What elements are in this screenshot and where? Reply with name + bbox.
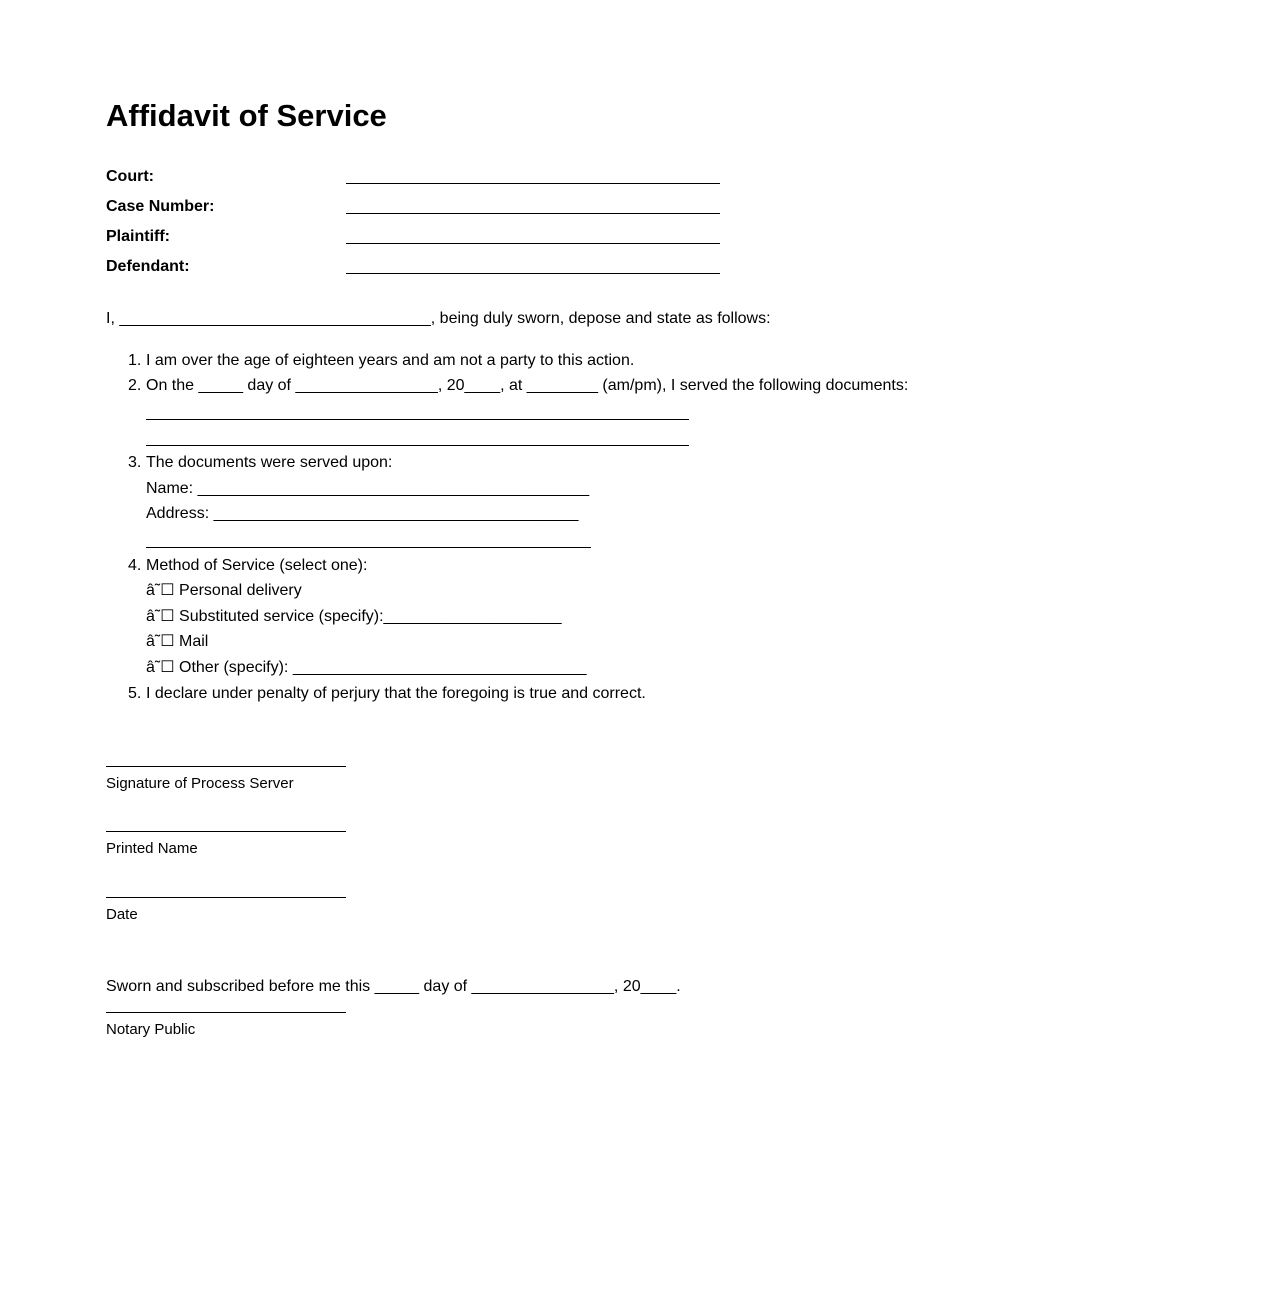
plaintiff-blank[interactable] bbox=[346, 243, 720, 244]
item-2-text: On the _____ day of ________________, 20____, at ________ (am/pm), I served the following documents: bbox=[146, 377, 909, 394]
notary-signature-line[interactable] bbox=[106, 1012, 346, 1013]
item-3-text: The documents were served upon: bbox=[146, 454, 393, 471]
court-blank[interactable] bbox=[346, 183, 720, 184]
notary-sworn-statement: Sworn and subscribed before me this _____ day of ________________, 20____. bbox=[106, 978, 681, 995]
item-4-text: Method of Service (select one): bbox=[146, 557, 368, 574]
item-2-number: 2. bbox=[128, 377, 142, 394]
served-name-line: Name: ____________________________________________ bbox=[146, 480, 590, 497]
printed-name-line[interactable] bbox=[106, 831, 346, 832]
date-line[interactable] bbox=[106, 897, 346, 898]
item-1-number: 1. bbox=[128, 352, 142, 369]
plaintiff-field bbox=[106, 226, 726, 248]
documents-blank-line-2[interactable] bbox=[146, 445, 689, 446]
process-server-signature-caption: Signature of Process Server bbox=[106, 775, 294, 792]
option-personal-delivery[interactable]: â˜☐ Personal delivery bbox=[146, 582, 302, 599]
defendant-blank[interactable] bbox=[346, 273, 720, 274]
plaintiff-label: Plaintiff: bbox=[106, 228, 170, 245]
option-substituted-service[interactable]: â˜☐ Substituted service (specify):____________________ bbox=[146, 608, 562, 625]
court-label: Court: bbox=[106, 168, 154, 185]
item-3-number: 3. bbox=[128, 454, 142, 471]
option-mail[interactable]: â˜☐ Mail bbox=[146, 633, 209, 650]
printed-name-caption: Printed Name bbox=[106, 840, 198, 857]
address-blank-line-2[interactable] bbox=[146, 547, 591, 548]
item-1-text: I am over the age of eighteen years and am not a party to this action. bbox=[146, 352, 635, 369]
served-address-line: Address: _________________________________________ bbox=[146, 505, 579, 522]
documents-blank-line-1[interactable] bbox=[146, 419, 689, 420]
notary-caption: Notary Public bbox=[106, 1021, 196, 1038]
defendant-field bbox=[106, 256, 726, 278]
date-caption: Date bbox=[106, 906, 138, 923]
case-number-field bbox=[106, 196, 726, 218]
item-5-text: I declare under penalty of perjury that the foregoing is true and correct. bbox=[146, 685, 646, 702]
item-4-number: 4. bbox=[128, 557, 142, 574]
option-other[interactable]: â˜☐ Other (specify): _________________________________ bbox=[146, 659, 587, 676]
process-server-signature-line[interactable] bbox=[106, 766, 346, 767]
document-title: Affidavit of Service bbox=[106, 98, 387, 133]
item-5-number: 5. bbox=[128, 685, 142, 702]
case-number-label: Case Number: bbox=[106, 198, 215, 215]
defendant-label: Defendant: bbox=[106, 258, 190, 275]
intro-statement: I, ___________________________________, being duly sworn, depose and state as follows: bbox=[106, 310, 771, 327]
case-number-blank[interactable] bbox=[346, 213, 720, 214]
court-field bbox=[106, 166, 726, 188]
